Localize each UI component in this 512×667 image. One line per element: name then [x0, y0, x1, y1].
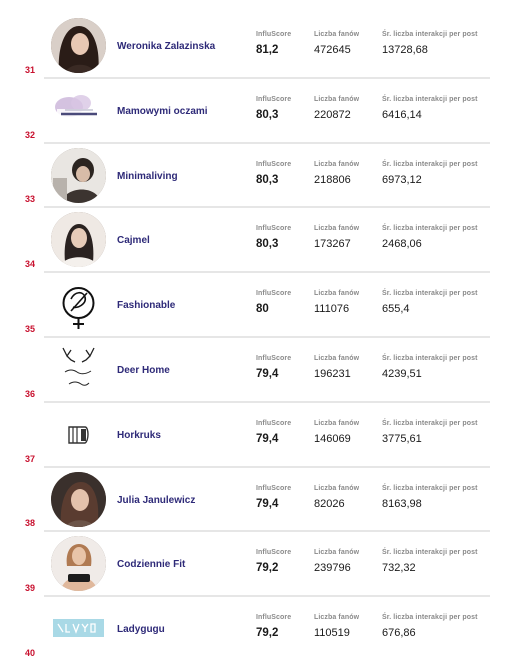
interactions-cell [382, 614, 478, 639]
interactions-cell [382, 420, 478, 445]
fans-cell [314, 549, 359, 574]
logo-avatar [51, 277, 106, 332]
influscore-value: 80 [256, 303, 269, 316]
interactions-value: 8163,98 [382, 497, 422, 510]
influscore-cell [256, 420, 291, 445]
horkruks-logo-icon [51, 407, 106, 462]
rank-number: 40 [25, 647, 36, 658]
fans-cell [314, 161, 359, 186]
ranking-row[interactable] [0, 468, 512, 533]
influscore-label: InfluScore [256, 354, 292, 362]
fans-cell [314, 290, 359, 315]
influscore-label: InfluScore [256, 225, 292, 233]
influscore-value: 79,2 [256, 627, 279, 640]
influencer-name[interactable]: Codziennie Fit [117, 559, 186, 571]
fans-cell [314, 420, 359, 445]
interactions-cell [382, 96, 478, 121]
fashionable-logo-icon [51, 277, 106, 332]
influscore-label: InfluScore [256, 484, 292, 492]
influencer-name[interactable]: Minimaliving [117, 170, 178, 182]
logo-avatar [51, 83, 106, 138]
influencer-name[interactable]: Fashionable [117, 300, 176, 312]
influencer-name[interactable]: Julia Janulewicz [117, 494, 196, 506]
influscore-value: 80,3 [256, 238, 279, 251]
rank-number: 39 [25, 583, 36, 594]
fans-value: 173267 [314, 238, 351, 251]
fans-label: Liczba fanów [314, 354, 360, 362]
portrait-photo-icon [51, 472, 106, 527]
fans-label: Liczba fanów [314, 614, 360, 622]
interactions-value: 6416,14 [382, 108, 422, 121]
influscore-label: InfluScore [256, 614, 292, 622]
influscore-label: InfluScore [256, 160, 292, 168]
interactions-value: 655,4 [382, 303, 410, 316]
interactions-cell [382, 355, 478, 380]
ranking-row[interactable] [0, 273, 512, 338]
interactions-label: Śr. liczba interakcji per post [382, 95, 478, 103]
fans-value: 111076 [314, 303, 350, 316]
interactions-cell [382, 290, 478, 315]
influscore-cell [256, 549, 291, 574]
fans-value: 110519 [314, 627, 350, 640]
influscore-cell [256, 96, 291, 121]
interactions-label: Śr. liczba interakcji per post [382, 354, 478, 362]
portrait-avatar [51, 148, 106, 203]
rank-number: 38 [25, 518, 36, 529]
influscore-label: InfluScore [256, 31, 292, 38]
portrait-photo-icon [51, 536, 106, 591]
portrait-avatar [51, 212, 106, 267]
interactions-label: Śr. liczba interakcji per post [382, 290, 478, 298]
influencer-name[interactable]: Horkruks [117, 429, 161, 441]
fans-value: 146069 [314, 432, 351, 445]
fans-cell [314, 614, 359, 639]
ranking-row[interactable] [0, 14, 512, 79]
fans-cell [314, 355, 359, 380]
interactions-value: 732,32 [382, 562, 416, 575]
fans-value: 220872 [314, 108, 351, 121]
interactions-label: Śr. liczba interakcji per post [382, 549, 478, 557]
fans-value: 239796 [314, 562, 351, 575]
fans-label: Liczba fanów [314, 160, 360, 168]
influscore-value: 80,3 [256, 173, 279, 186]
influscore-label: InfluScore [256, 419, 292, 427]
ranking-row[interactable] [0, 144, 512, 209]
influscore-value: 79,4 [256, 367, 279, 380]
interactions-label: Śr. liczba interakcji per post [382, 484, 478, 492]
interactions-label: Śr. liczba interakcji per post [382, 225, 478, 233]
influscore-label: InfluScore [256, 549, 292, 557]
logo-avatar [51, 342, 106, 397]
influencer-name[interactable]: Cajmel [117, 235, 150, 247]
fans-cell [314, 485, 359, 510]
portrait-photo-icon [51, 212, 106, 267]
fans-label: Liczba fanów [314, 31, 360, 38]
ranking-row[interactable] [0, 532, 512, 597]
interactions-value: 6973,12 [382, 173, 422, 186]
mamowymi-oczami-logo-icon [51, 83, 106, 138]
influscore-cell [256, 355, 291, 380]
fans-value: 472645 [314, 44, 351, 56]
interactions-label: Śr. liczba interakcji per post [382, 160, 478, 168]
interactions-value: 4239,51 [382, 367, 422, 380]
influscore-cell [256, 161, 291, 186]
interactions-cell [382, 31, 478, 56]
portrait-photo-icon [51, 148, 106, 203]
fans-value: 82026 [314, 497, 345, 510]
influscore-value: 79,4 [256, 497, 279, 510]
logo-avatar [51, 407, 106, 462]
fans-label: Liczba fanów [314, 225, 360, 233]
fans-cell [314, 31, 359, 56]
interactions-value: 3775,61 [382, 432, 422, 445]
influscore-value: 81,2 [256, 44, 279, 56]
influscore-label: InfluScore [256, 290, 292, 298]
interactions-label: Śr. liczba interakcji per post [382, 31, 478, 38]
logo-avatar [51, 601, 106, 656]
portrait-avatar [51, 536, 106, 591]
interactions-cell [382, 225, 478, 250]
influscore-cell [256, 485, 291, 510]
rank-number: 33 [25, 194, 36, 205]
fans-label: Liczba fanów [314, 95, 360, 103]
interactions-cell [382, 161, 478, 186]
rank-number: 37 [25, 453, 36, 464]
fans-value: 196231 [314, 367, 351, 380]
influscore-label: InfluScore [256, 95, 292, 103]
fans-value: 218806 [314, 173, 351, 186]
rank-number: 32 [25, 129, 36, 140]
portrait-photo-icon [51, 18, 106, 73]
influencer-name[interactable]: Ladygugu [117, 624, 165, 636]
ranking-row[interactable] [0, 597, 512, 662]
fans-cell [314, 96, 359, 121]
influscore-cell [256, 225, 291, 250]
fans-cell [314, 225, 359, 250]
influscore-value: 80,3 [256, 108, 279, 121]
fans-label: Liczba fanów [314, 419, 360, 427]
ladygugu-logo-icon [51, 601, 106, 656]
fans-label: Liczba fanów [314, 290, 360, 298]
rank-number: 31 [25, 64, 36, 75]
interactions-label: Śr. liczba interakcji per post [382, 419, 478, 427]
ranking-row[interactable] [0, 208, 512, 273]
interactions-label: Śr. liczba interakcji per post [382, 614, 478, 622]
influencer-name[interactable]: Weronika Zalazinska [117, 41, 216, 52]
rank-number: 34 [25, 259, 36, 270]
ranking-list [0, 14, 512, 662]
interactions-value: 676,86 [382, 627, 416, 640]
interactions-value: 13728,68 [382, 44, 428, 56]
interactions-cell [382, 549, 478, 574]
fans-label: Liczba fanów [314, 549, 360, 557]
influscore-cell [256, 614, 291, 639]
deer-home-logo-icon [51, 342, 106, 397]
influscore-cell [256, 290, 291, 315]
interactions-value: 2468,06 [382, 238, 422, 251]
rank-number: 36 [25, 388, 36, 399]
influscore-cell [256, 31, 291, 56]
influscore-value: 79,4 [256, 432, 279, 445]
portrait-avatar [51, 472, 106, 527]
ranking-row[interactable] [0, 79, 512, 144]
ranking-row[interactable] [0, 338, 512, 403]
rank-number: 35 [25, 323, 36, 334]
influscore-value: 79,2 [256, 562, 279, 575]
fans-label: Liczba fanów [314, 484, 360, 492]
ranking-row[interactable] [0, 403, 512, 468]
influencer-name[interactable]: Deer Home [117, 364, 170, 376]
influencer-name[interactable]: Mamowymi oczami [117, 105, 208, 117]
portrait-avatar [51, 18, 106, 73]
interactions-cell [382, 485, 478, 510]
